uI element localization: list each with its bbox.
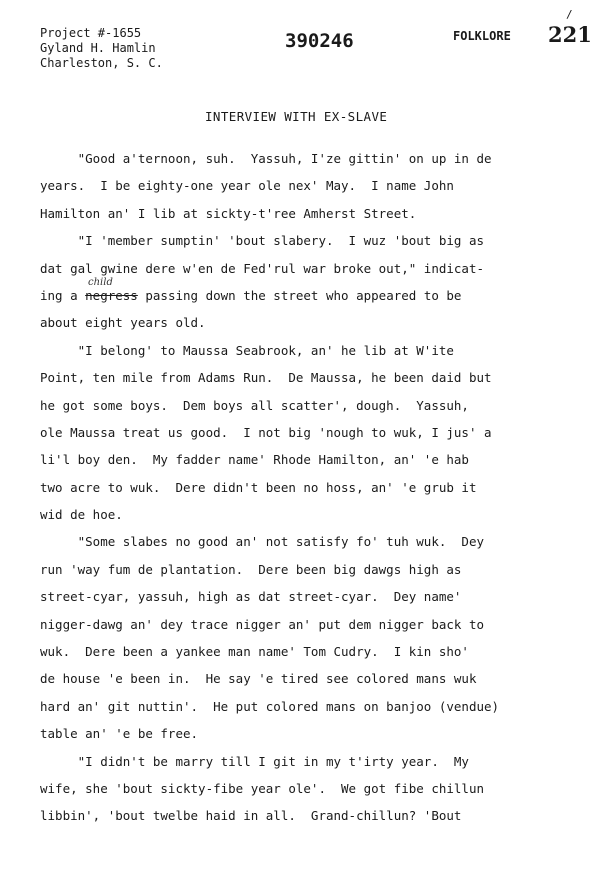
project-number: Project #-1655 <box>40 26 142 40</box>
struck-word: negress <box>85 287 138 303</box>
text-line: wid de hoe. <box>40 507 123 523</box>
text-line: de house 'e been in. He say 'e tired see colored mans wuk <box>40 671 477 687</box>
text-line: Point, ten mile from Adams Run. De Maussa, he been daid but <box>40 370 492 386</box>
text-line: two acre to wuk. Dere didn't been no hoss, an' 'e grub it <box>40 479 477 495</box>
text-line: wuk. Dere been a yankee man name' Tom Cudry. I kin sho' <box>40 644 469 660</box>
text-line: street-cyar, yassuh, high as dat street-cyar. Dey name' <box>40 589 462 605</box>
text-line: about eight years old. <box>40 315 206 331</box>
text-line: "Good a'ternoon, suh. Yassuh, I'ze gittin' on up in de <box>40 151 492 166</box>
text-line: "I belong' to Maussa Seabrook, an' he lib at W'ite <box>40 342 454 358</box>
header-info <box>40 26 163 71</box>
author-name: Gyland H. Hamlin <box>40 41 156 55</box>
page-tick-mark: / <box>566 8 573 21</box>
handwritten-insertion: child <box>88 277 113 288</box>
document-number: 390246 <box>285 30 354 52</box>
text-line: nigger-dawg an' dey trace nigger an' put dem nigger back to <box>40 616 485 632</box>
text-line: he got some boys. Dem boys all scatter', dough. Yassuh, <box>40 397 469 413</box>
text-line: dat gal gwine dere w'en de Fed'rul war broke out," indicat- <box>40 260 485 276</box>
document-title: INTERVIEW WITH EX-SLAVE <box>205 109 388 124</box>
edited-text-line <box>40 287 585 314</box>
text-line: "I 'member sumptin' 'bout slabery. I wuz 'bout big as <box>40 233 485 249</box>
page-number: 221 <box>548 22 592 47</box>
location: Charleston, S. C. <box>40 56 163 70</box>
text-line: "I didn't be marry till I git in my t'irty year. My <box>40 753 469 769</box>
edited-line-start: ing a <box>40 287 86 303</box>
text-line: years. I be eighty-one year ole nex' May. I name John <box>40 178 454 194</box>
edited-line-end: passing down the street who appeared to be <box>137 287 462 303</box>
category-label: FOLKLORE <box>453 29 511 43</box>
text-line: table an' 'e be free. <box>40 726 199 742</box>
text-line: "Some slabes no good an' not satisfy fo' tuh wuk. Dey <box>40 534 485 550</box>
text-line: libbin', 'bout twelbe haid in all. Grand-chillun? 'Bout <box>40 808 462 824</box>
text-line: wife, she 'bout sickty-fibe year ole'. We got fibe chillun <box>40 780 485 796</box>
text-line: Hamilton an' I lib at sickty-t'ree Amherst Street. <box>40 205 417 221</box>
text-line: li'l boy den. My fadder name' Rhode Hamilton, an' 'e hab <box>40 452 469 468</box>
interview-text <box>40 150 585 835</box>
text-line: hard an' git nuttin'. He put colored mans on banjoo (vendue) <box>40 698 500 714</box>
text-line: run 'way fum de plantation. Dere been big dawgs high as <box>40 561 462 577</box>
text-line: ole Maussa treat us good. I not big 'nough to wuk, I jus' a <box>40 424 492 440</box>
